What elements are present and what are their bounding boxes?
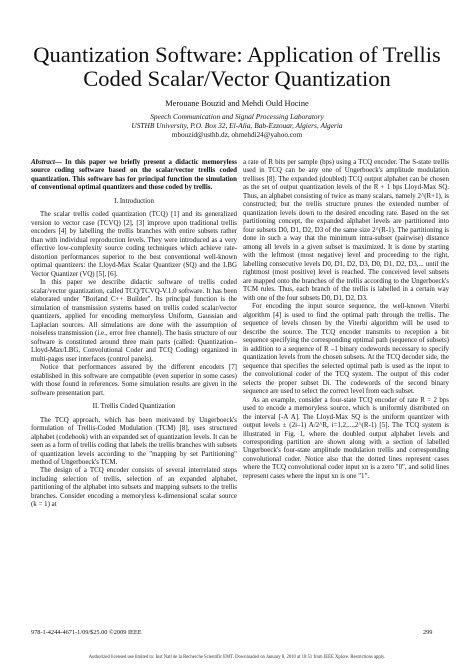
intro-paragraph-3: Notice that performances assured by the different encoders [7] established in this software are compatible (even superior in some cases) with those found in references. Some simulation results are given in the software presentation part.: [31, 363, 237, 397]
license-note: Authorized licensed use limited to: Inst Natl de la Recherche Scientific EMT. Downloaded on January 8, 2010 at 10:51 from IEEE Xplore. Restrictions apply.: [88, 655, 386, 660]
left-column: [31, 158, 237, 509]
right-paragraph-1: a rate of R bits per sample (bps) using a TCQ encoder. The S-state trellis used in TCQ can be any one of Ungerboeck's amplitude modulation trellises [8]. The expanded (doubled) TCQ output alphabet can be chosen as the set of output quantization levels of the R + 1 bps Lloyd-Max SQ. Thus, an alphabet consisting of twice as many scalars, namely 2^(R+1), is constructed; but the trellis structure prunes the extended number of quantization levels down to the desired encoding rate. Based on the set partitioning concept, the expanded alphabet levels are partitioned into four subsets D0, D1, D2, D3 of the same size 2^(R-1). The partitioning is done in such a way that the minimum intra-subset (pairwise) distance among all levels in a given subset is maximized. It is done by starting with the leftmost (most negative) level and proceeding to the right, labelling consecutive levels D0, D1, D2, D3, D0, D1, D2, D3,... until the rightmost (most positive) level is reached. The conceived level subsets are mapped onto the branches of the trellis according to the Ungerboeck's TCM rules. Thus, each branch of the trellis is labelled in a certain way with one of the four subsets D0, D1, D2, D3.: [243, 158, 449, 302]
affiliation-address: USTHB University, P.O. Box 32, El-Alia, Bab-Ezzouar, Algiers, Algeria: [131, 121, 343, 130]
intro-paragraph-1: The scalar trellis coded quantization (TCQ) [1] and its generalized version to vector case (TCVQ) [2], [3] improve upon traditional trellis encoders [4] by labelling the trellis branches with entire subsets rather than with individual reproduction levels. They were introduced as a very effective low-complexity source coding techniques which achieve rate-distortion performances superior to the best conventional well-known optimal quantizers: the Lloyd-Max Scalar Quantizer (SQ) and the LBG Vector Quantizer (VQ) [5], [6].: [31, 210, 237, 278]
paper-title-line1: Quantization Software: Application of Trellis: [33, 42, 441, 67]
authors: Merouane Bouzid and Mehdi Ould Hocine: [165, 99, 309, 108]
abstract-lead: Abstract—: [31, 158, 62, 166]
section-heading-tcq: II. Trellis Coded Quantization: [92, 403, 176, 411]
right-column: [243, 158, 449, 480]
tcq-paragraph-1: The TCQ approach, which has been motivated by Ungerboeck's formulation of Trellis-Coded Modulation (TCM) [8], uses structured alphabet (codebook) with an expanded set of quantization levels. It can be seen as a form of trellis coding that labels the trellis branches with subsets of quantization levels according to the "mapping by set Partitioning" method of Ungerboeck's TCM.: [31, 415, 237, 466]
right-paragraph-2: For encoding the input source sequence, the well-known Viterbi algorithm [4] is used to find the optimal path through the trellis. The sequence of levels chosen by the Viterbi algorithm will be used to describe the source. The TCQ encoder transmits to reception a bit sequence specifying the corresponding optimal path (sequence of subsets) in addition to a sequence of R –1 binary codewords necessary to specify quantization levels from the chosen subsets. At the TCQ decoder side, the sequence that specifies the selected optimal path is used as the input to the convolutional coder of the TCQ system. The output of this coder selects the proper subset Di. The codewords of the second binary sequence are used to select the correct level from each subset.: [243, 302, 449, 396]
paper-title-line2: Coded Scalar/Vector Quantization: [83, 66, 391, 91]
page-number: 299: [423, 629, 433, 636]
intro-paragraph-2: In this paper we describe didactic software of trellis coded scalar/vector quantization, called TCQ/TCVQ-V.1.0 software. It has been elaborated under "Borland C++ Builder". Its principal function is the simulation of transmission systems based on trellis coded scalar/vector quantizers, applied for encoding memoryless Uniform, Gaussian and Laplacian sources. All simulations are done with the assumption of noiseless transmission (i.e., error free channel). The basis structure of our software is constituted around three main parts (called: Quantization– Lloyd-Max/LBG, Convolutional Coder and TCQ Coding) organized in multi-pages user interfaces (control panels).: [31, 278, 237, 363]
tcq-paragraph-2: The design of a TCQ encoder consists of several interrelated steps including selection of trellis, selection of an expanded alphabet, partitioning of the alphabet into subsets and mapping subsets to the trellis branches. Consider encoding a memoryless k-dimensional scalar source (k = 1) at: [31, 466, 237, 509]
affiliation-lab: Speech Communication and Signal Processing Laboratory: [150, 112, 324, 121]
author-emails: mbouzid@usthb.dz, ohmehdi24@yahoo.com: [171, 131, 303, 139]
abstract-text: In this paper we briefly present a didactic memoryless source coding software based on the scalar/vector trellis coded quantization. This software has for principal function the simulation of conventional optimal quantizers and those coded by trellis.: [31, 158, 237, 192]
abstract: [31, 158, 237, 192]
section-heading-introduction: I. Introduction: [114, 197, 154, 205]
copyright-footer: 978-1-4244-4671-1/09/$25.00 ©2009 IEEE: [31, 629, 142, 636]
right-paragraph-3: As an example, consider a four-state TCQ encoder of rate R = 2 bps used to encode a memoryless source, which is uniformly distributed on the interval [-A A]. The Lloyd-Max SQ is the uniform quantizer with output levels ± (2i–1) A/2^R, i=1,2,...,2^(R-1) [5]. The TCQ system is illustrated in Fig. 1, where the doubled output alphabet levels and corresponding partition are shown along with a section of labelled Ungerboeck's four-state amplitude modulation trellis and corresponding convolutional coder. Notice also that the dotted lines represent cases where the TCQ convolutional coder input xn is a zero "0", and solid lines represent cases where the input xn is one "1".: [243, 395, 449, 480]
